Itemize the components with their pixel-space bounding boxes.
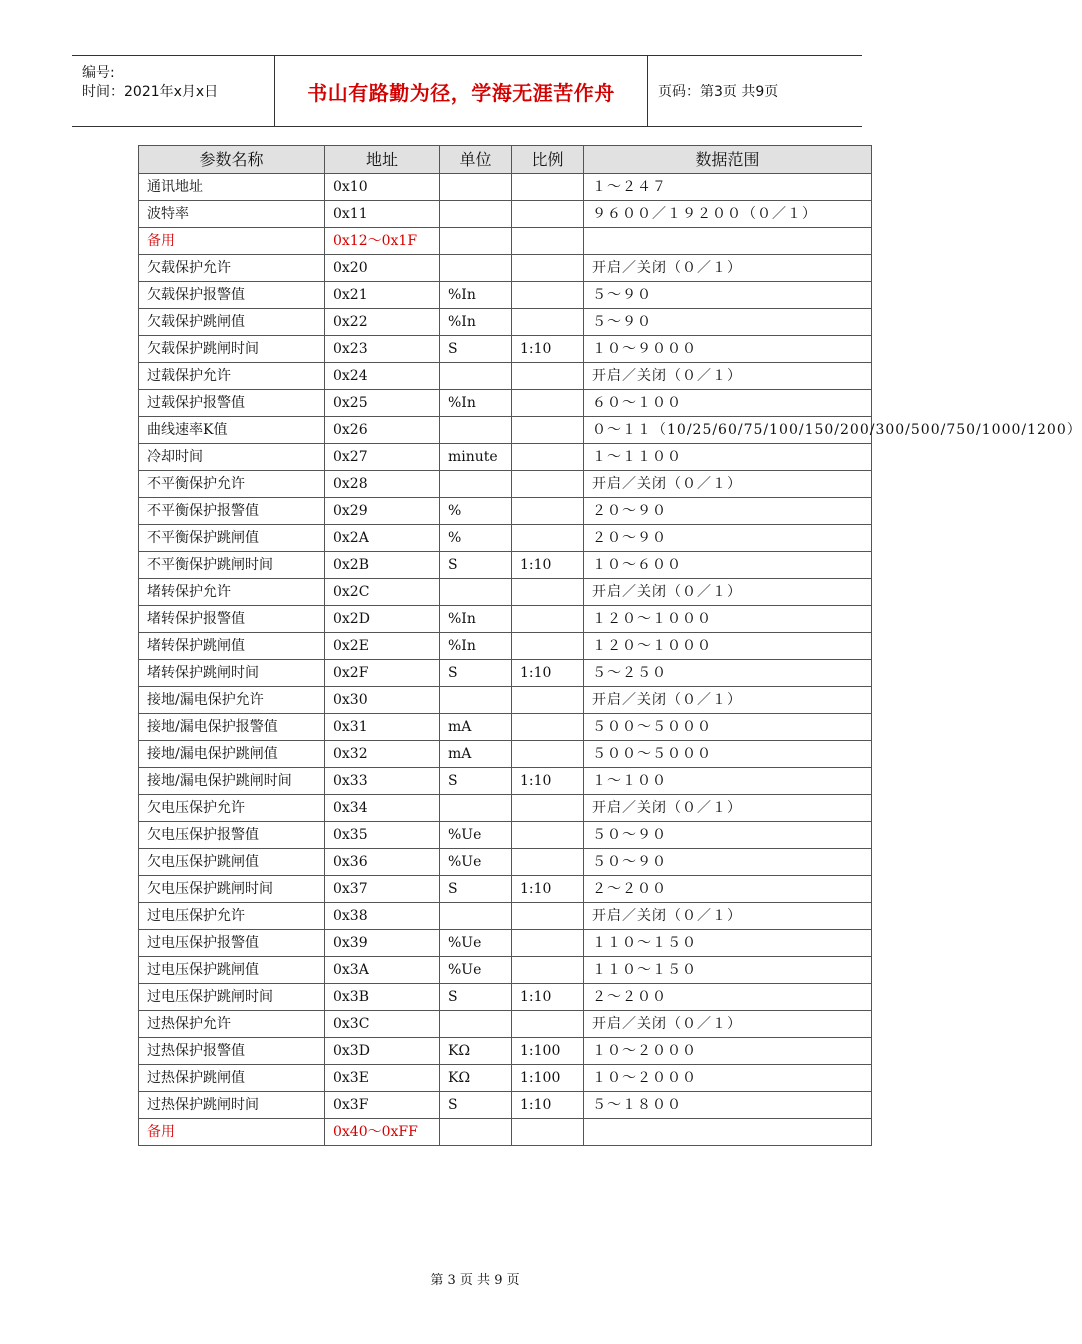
param-range: ５～９０	[584, 309, 872, 336]
param-address: 0x25	[325, 390, 440, 417]
column-header-unit: 单位	[440, 146, 512, 174]
param-range: 开启／关闭（０／１）	[584, 687, 872, 714]
param-range: ５０～９０	[584, 822, 872, 849]
table-row	[139, 903, 872, 930]
param-name: 过热保护报警值	[139, 1038, 325, 1065]
param-address: 0x3C	[325, 1011, 440, 1038]
param-range: 开启／关闭（０／１）	[584, 903, 872, 930]
param-address: 0x40～0xFF	[325, 1119, 440, 1146]
param-unit	[440, 417, 512, 444]
param-ratio: 1:10	[512, 552, 584, 579]
param-range: ５００～５０００	[584, 714, 872, 741]
param-address: 0x2A	[325, 525, 440, 552]
param-range: ５～２５０	[584, 660, 872, 687]
table-row	[139, 606, 872, 633]
param-unit: S	[440, 552, 512, 579]
param-unit: %Ue	[440, 957, 512, 984]
param-ratio	[512, 309, 584, 336]
param-address: 0x27	[325, 444, 440, 471]
param-address: 0x37	[325, 876, 440, 903]
param-ratio	[512, 363, 584, 390]
param-unit: %In	[440, 390, 512, 417]
param-range: ６０～１００	[584, 390, 872, 417]
param-range: ５００～５０００	[584, 741, 872, 768]
table-row	[139, 471, 872, 498]
param-ratio	[512, 471, 584, 498]
param-ratio	[512, 228, 584, 255]
table-row	[139, 930, 872, 957]
table-row	[139, 444, 872, 471]
param-ratio	[512, 1011, 584, 1038]
param-ratio: 1:100	[512, 1065, 584, 1092]
param-name: 欠载保护报警值	[139, 282, 325, 309]
param-name: 冷却时间	[139, 444, 325, 471]
table-header-row	[139, 146, 872, 174]
param-unit: S	[440, 876, 512, 903]
param-unit: %	[440, 525, 512, 552]
param-name: 欠电压保护跳闸值	[139, 849, 325, 876]
param-name: 过载保护报警值	[139, 390, 325, 417]
param-address: 0x29	[325, 498, 440, 525]
table-row	[139, 498, 872, 525]
param-range: ２０～９０	[584, 525, 872, 552]
param-name: 堵转保护跳闸时间	[139, 660, 325, 687]
parameter-table	[138, 145, 1082, 1146]
param-unit: %	[440, 498, 512, 525]
number-label: 编号:	[82, 65, 115, 81]
param-unit	[440, 255, 512, 282]
table-row	[139, 1092, 872, 1119]
table-row	[139, 768, 872, 795]
param-address: 0x31	[325, 714, 440, 741]
param-range: ２０～９０	[584, 498, 872, 525]
param-unit	[440, 471, 512, 498]
param-name: 堵转保护跳闸值	[139, 633, 325, 660]
param-name: 备用	[139, 228, 325, 255]
table-row	[139, 714, 872, 741]
param-range: １０～２０００	[584, 1065, 872, 1092]
param-address: 0x28	[325, 471, 440, 498]
param-range: 开启／关闭（０／１）	[584, 1011, 872, 1038]
param-name: 过电压保护跳闸值	[139, 957, 325, 984]
table-row	[139, 552, 872, 579]
param-range: ０～１１（10/25/60/75/100/150/200/300/500/750/1000/1200）	[584, 417, 872, 444]
table-row	[139, 660, 872, 687]
param-ratio	[512, 957, 584, 984]
table-row	[139, 849, 872, 876]
param-name: 欠载保护跳闸时间	[139, 336, 325, 363]
param-ratio	[512, 255, 584, 282]
param-ratio: 1:10	[512, 984, 584, 1011]
param-address: 0x36	[325, 849, 440, 876]
param-address: 0x23	[325, 336, 440, 363]
param-range: １０～９０００	[584, 336, 872, 363]
table-row	[139, 633, 872, 660]
param-address: 0x3F	[325, 1092, 440, 1119]
param-range: ５～９０	[584, 282, 872, 309]
param-unit: KΩ	[440, 1038, 512, 1065]
param-range: 开启／关闭（０／１）	[584, 471, 872, 498]
column-header-address: 地址	[325, 146, 440, 174]
param-address: 0x3E	[325, 1065, 440, 1092]
param-address: 0x24	[325, 363, 440, 390]
param-address: 0x30	[325, 687, 440, 714]
param-unit	[440, 795, 512, 822]
param-unit	[440, 174, 512, 201]
param-name: 堵转保护报警值	[139, 606, 325, 633]
param-unit: KΩ	[440, 1065, 512, 1092]
param-name: 过电压保护允许	[139, 903, 325, 930]
param-ratio	[512, 795, 584, 822]
param-name: 接地/漏电保护报警值	[139, 714, 325, 741]
param-name: 备用	[139, 1119, 325, 1146]
param-address: 0x39	[325, 930, 440, 957]
param-range: １０～２０００	[584, 1038, 872, 1065]
param-address: 0x3B	[325, 984, 440, 1011]
param-unit: %Ue	[440, 849, 512, 876]
table-row	[139, 282, 872, 309]
header-page-info: 页码：第3页 共9页	[658, 84, 779, 100]
param-ratio	[512, 606, 584, 633]
param-name: 欠电压保护报警值	[139, 822, 325, 849]
table-row	[139, 579, 872, 606]
param-name: 波特率	[139, 201, 325, 228]
param-name: 曲线速率K值	[139, 417, 325, 444]
param-ratio: 1:10	[512, 1092, 584, 1119]
param-range: 开启／关闭（０／１）	[584, 795, 872, 822]
table-row	[139, 417, 872, 444]
table-row	[139, 795, 872, 822]
param-address: 0x38	[325, 903, 440, 930]
param-ratio: 1:10	[512, 876, 584, 903]
table-row	[139, 822, 872, 849]
param-unit	[440, 201, 512, 228]
param-ratio	[512, 1119, 584, 1146]
param-address: 0x10	[325, 174, 440, 201]
header-motto: 书山有路勤为径，学海无涯苦作舟	[307, 80, 615, 105]
param-range: １２０～１０００	[584, 606, 872, 633]
param-name: 通讯地址	[139, 174, 325, 201]
param-unit: %In	[440, 282, 512, 309]
param-unit	[440, 1011, 512, 1038]
page-footer: 第 3 页 共 9 页	[430, 1273, 520, 1288]
table-body	[139, 174, 1082, 1146]
table-row	[139, 390, 872, 417]
param-range: １～１１００	[584, 444, 872, 471]
param-ratio	[512, 174, 584, 201]
param-ratio	[512, 282, 584, 309]
table-row	[139, 687, 872, 714]
page-header	[72, 55, 862, 127]
param-ratio	[512, 525, 584, 552]
table-row	[139, 228, 872, 255]
param-ratio: 1:10	[512, 660, 584, 687]
param-address: 0x2C	[325, 579, 440, 606]
param-ratio	[512, 201, 584, 228]
header-page-cell	[648, 56, 862, 126]
param-address: 0x32	[325, 741, 440, 768]
param-range: 开启／关闭（０／１）	[584, 255, 872, 282]
param-unit: %In	[440, 633, 512, 660]
param-address: 0x11	[325, 201, 440, 228]
param-ratio	[512, 390, 584, 417]
param-unit	[440, 228, 512, 255]
table-row	[139, 741, 872, 768]
param-unit: S	[440, 984, 512, 1011]
param-ratio	[512, 903, 584, 930]
param-unit: S	[440, 768, 512, 795]
param-range: １～２４７	[584, 174, 872, 201]
param-range: ９６００／１９２００（０／１）	[584, 201, 872, 228]
param-name: 过载保护允许	[139, 363, 325, 390]
param-range	[584, 228, 872, 255]
header-motto-cell	[275, 56, 648, 126]
param-unit: S	[440, 1092, 512, 1119]
param-address: 0x20	[325, 255, 440, 282]
param-ratio	[512, 687, 584, 714]
table-row	[139, 1119, 872, 1146]
param-name: 过热保护允许	[139, 1011, 325, 1038]
param-unit	[440, 579, 512, 606]
column-header-ratio: 比例	[512, 146, 584, 174]
param-ratio: 1:100	[512, 1038, 584, 1065]
column-header-name: 参数名称	[139, 146, 325, 174]
param-range: １０～６００	[584, 552, 872, 579]
param-range: １１０～１５０	[584, 930, 872, 957]
table-row	[139, 255, 872, 282]
param-range: ５～１８００	[584, 1092, 872, 1119]
param-ratio	[512, 444, 584, 471]
param-range: 开启／关闭（０／１）	[584, 579, 872, 606]
param-name: 接地/漏电保护跳闸时间	[139, 768, 325, 795]
param-name: 欠载保护跳闸值	[139, 309, 325, 336]
param-address: 0x2E	[325, 633, 440, 660]
param-address: 0x21	[325, 282, 440, 309]
param-range: ５０～９０	[584, 849, 872, 876]
param-name: 欠电压保护跳闸时间	[139, 876, 325, 903]
header-meta	[72, 56, 275, 126]
param-ratio	[512, 849, 584, 876]
param-address: 0x3A	[325, 957, 440, 984]
param-name: 欠载保护允许	[139, 255, 325, 282]
param-address: 0x2D	[325, 606, 440, 633]
param-name: 欠电压保护允许	[139, 795, 325, 822]
param-address: 0x2F	[325, 660, 440, 687]
param-address: 0x26	[325, 417, 440, 444]
param-name: 不平衡保护跳闸时间	[139, 552, 325, 579]
param-unit: %In	[440, 606, 512, 633]
table-row	[139, 876, 872, 903]
table-row	[139, 174, 872, 201]
param-ratio: 1:10	[512, 336, 584, 363]
table-row	[139, 525, 872, 552]
column-header-range: 数据范围	[584, 146, 872, 174]
param-address: 0x12～0x1F	[325, 228, 440, 255]
param-name: 接地/漏电保护允许	[139, 687, 325, 714]
param-address: 0x3D	[325, 1038, 440, 1065]
param-name: 接地/漏电保护跳闸值	[139, 741, 325, 768]
table-row	[139, 201, 872, 228]
param-unit	[440, 363, 512, 390]
param-ratio: 1:10	[512, 768, 584, 795]
param-name: 不平衡保护允许	[139, 471, 325, 498]
param-unit: %Ue	[440, 930, 512, 957]
param-unit	[440, 687, 512, 714]
param-address: 0x35	[325, 822, 440, 849]
param-ratio	[512, 822, 584, 849]
param-unit: S	[440, 660, 512, 687]
param-address: 0x22	[325, 309, 440, 336]
param-unit	[440, 1119, 512, 1146]
param-name: 堵转保护允许	[139, 579, 325, 606]
param-ratio	[512, 633, 584, 660]
param-name: 过电压保护报警值	[139, 930, 325, 957]
table-row	[139, 1011, 872, 1038]
param-ratio	[512, 741, 584, 768]
table-row	[139, 1065, 872, 1092]
table-row	[139, 363, 872, 390]
param-name: 过热保护跳闸值	[139, 1065, 325, 1092]
param-name: 过热保护跳闸时间	[139, 1092, 325, 1119]
param-unit: mA	[440, 741, 512, 768]
table-row	[139, 984, 872, 1011]
table-row	[139, 336, 872, 363]
param-ratio	[512, 930, 584, 957]
param-range: 开启／关闭（０／１）	[584, 363, 872, 390]
param-address: 0x34	[325, 795, 440, 822]
param-unit	[440, 903, 512, 930]
param-name: 过电压保护跳闸时间	[139, 984, 325, 1011]
param-ratio	[512, 579, 584, 606]
param-ratio	[512, 714, 584, 741]
param-unit: minute	[440, 444, 512, 471]
time-line: 时间：2021年x月x日	[82, 84, 219, 100]
param-address: 0x2B	[325, 552, 440, 579]
param-range: １２０～１０００	[584, 633, 872, 660]
param-name: 不平衡保护跳闸值	[139, 525, 325, 552]
param-unit: mA	[440, 714, 512, 741]
param-address: 0x33	[325, 768, 440, 795]
table-row	[139, 309, 872, 336]
param-range: １～１００	[584, 768, 872, 795]
param-name: 不平衡保护报警值	[139, 498, 325, 525]
param-range: ２～２００	[584, 876, 872, 903]
param-unit: %Ue	[440, 822, 512, 849]
param-unit: %In	[440, 309, 512, 336]
param-range: １１０～１５０	[584, 957, 872, 984]
param-range	[584, 1119, 872, 1146]
table-row	[139, 1038, 872, 1065]
param-ratio	[512, 498, 584, 525]
table-row	[139, 957, 872, 984]
param-range: ２～２００	[584, 984, 872, 1011]
param-ratio	[512, 417, 584, 444]
param-unit: S	[440, 336, 512, 363]
